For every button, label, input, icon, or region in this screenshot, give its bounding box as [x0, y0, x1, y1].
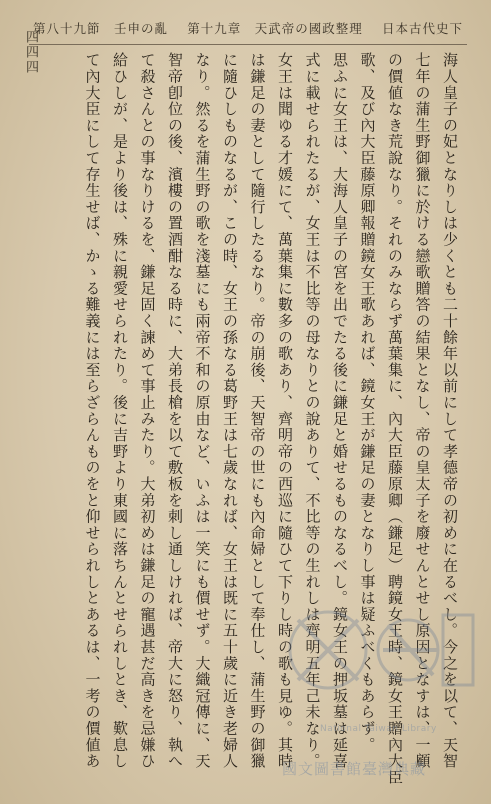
header-book-title: 日本古代史下	[381, 21, 463, 36]
watermark-chinese: 國文圖書館臺灣典藏	[282, 760, 427, 778]
text-column: 歌、及び內大臣藤原卿報贈鏡女王歌あれば、鏡女王が鎌足の妻となりし事は疑ふべくもあらず。	[358, 52, 377, 753]
text-column: 智帝卽位の後、濱樓の置酒酣なる時に、大弟長槍を以て敷板を刺し通しければ、帝大に怒り、執へ	[166, 52, 184, 770]
text-column: に隨ひしものなるが、この時、女王の孫なる葛野王は七歲なれば、女王は既に五十歲に近き老婦人	[221, 52, 239, 770]
text-column: て殺さんとの事なりけるを、鎌足固く諫めて事止みたり。大弟初めは鎌足の寵遇甚だ高きを忌嫌ひ	[138, 52, 157, 770]
text-column: 式に載せられたるが、女王は不比等の母なりとの說ありて、不比等の生れしは齊明五年己未なり。	[303, 52, 322, 770]
header-chapter: 第十九章 天武帝の國政整理	[187, 21, 363, 36]
text-column: 給ひしが、是より後は、殊に親愛せられたり。後に吉野より東國に落ちんとせられしとき、歎息し	[111, 52, 129, 770]
header-rule	[29, 44, 467, 45]
text-column: なり。然るを蒲生野の歌を淺墓にも兩帝不和の原由など、いふは一笑にも價せず。大織冠傳に、天	[193, 52, 212, 770]
text-column: 七年の蒲生野御獵に於ける戀歌贈答の結果となし、帝の皇太子を廢せんとせし原因となすは、一顧	[413, 52, 432, 770]
text-column: 海人皇子の妃となりしは少くとも二十餘年以前にして孝德帝の初めに在るべし。今之を以て、天智	[441, 52, 459, 770]
body-text	[23, 52, 463, 787]
header-section: 第八十九節 壬申の亂	[33, 21, 169, 36]
text-column: は鎌足の妻として隨行したるなり。帝の崩後、天智帝の世にも內命婦として奉仕し、蒲生野の御獵	[248, 52, 267, 770]
text-column: て內大臣にして存生せば、かゝる難義には至らざらんものをと仰せられしとあるは、一考の價値あ	[83, 52, 102, 770]
text-column: の價値なき荒說なり。それのみならず萬葉集に、內大臣藤原卿（鎌足）聘鏡女王時、鏡女王贈內大臣	[386, 52, 404, 786]
page-number: 四四四	[23, 30, 38, 75]
running-header	[33, 16, 463, 40]
watermark-english: National Taiwan Library	[320, 724, 437, 734]
text-column: 思ふに女王は、大海人皇子の宮を出でたる後に鎌足と婚せるものなるべし。鏡女王の押坂墓は延喜	[331, 52, 349, 770]
text-column: 女王は聞ゆる才媛にて、萬葉集に數多の歌あり、齊明帝の西巡に隨ひて下りし時の歌も見ゆ。其時	[276, 52, 294, 770]
